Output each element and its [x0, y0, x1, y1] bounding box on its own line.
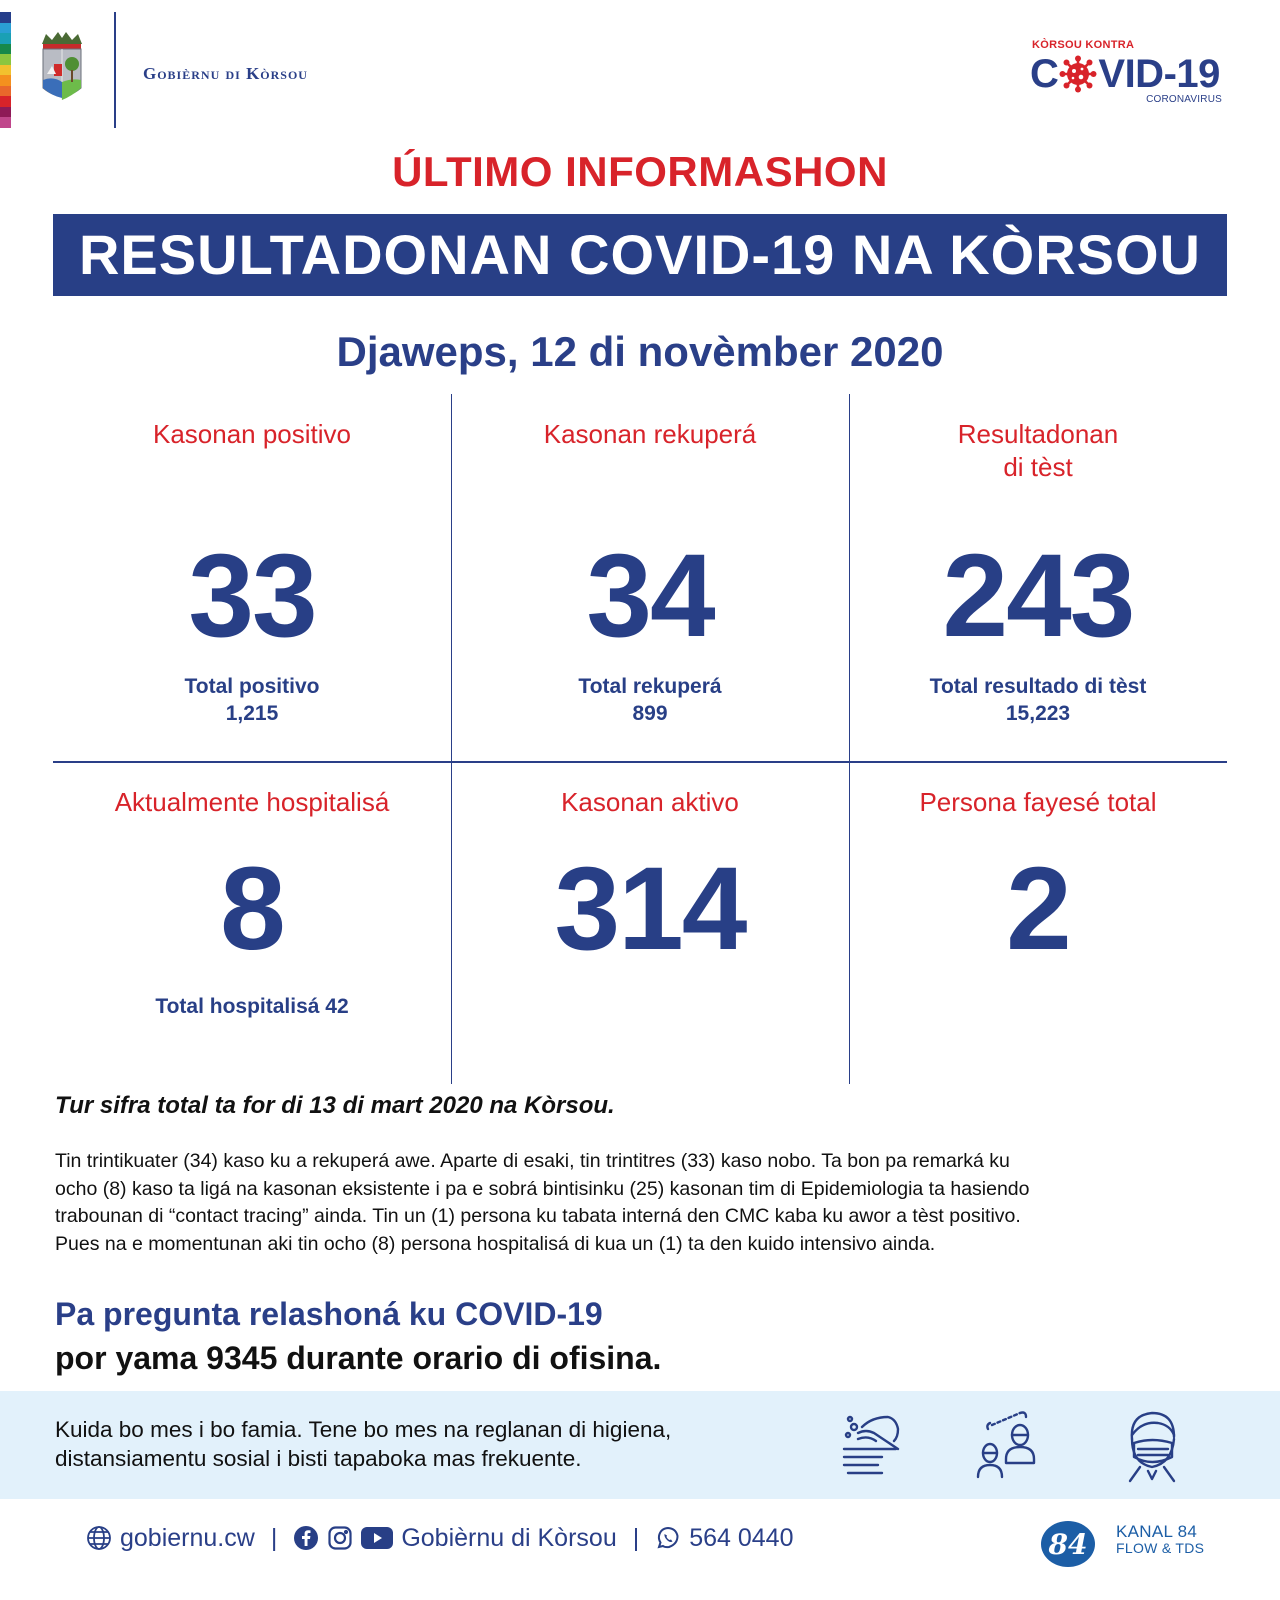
virus-icon [1059, 55, 1097, 93]
stat-total-label: Total hospitalisá 42 [155, 995, 349, 1018]
stat-total-label: Total resultado di tèst [929, 675, 1147, 698]
stat-value: 2 [1006, 843, 1070, 975]
stat-label: Kasonan aktivo [561, 787, 739, 817]
stat-value: 34 [586, 530, 714, 662]
stat-label: Kasonan positivo [152, 419, 352, 449]
phone-number[interactable]: 564 0440 [689, 1523, 794, 1552]
totals-note: Tur sifra total ta for di 13 di mart 2020 na Kòrsou. [55, 1092, 615, 1119]
website-link[interactable]: gobiernu.cw [120, 1523, 255, 1552]
logo-wordmark [1030, 50, 1220, 98]
hand-washing-icon [838, 1405, 910, 1483]
svg-text:84: 84 [1048, 1528, 1088, 1561]
social-handle[interactable]: Gobièrnu di Kòrsou [401, 1523, 617, 1552]
stat-total-label: Total rekuperá [578, 675, 722, 698]
stat-recovered-cases [450, 418, 850, 727]
stat-label: Kasonan rekuperá [543, 419, 757, 449]
brand-color-strip [0, 12, 11, 128]
summary-line: Tin trintikuater (34) kaso ku a rekuperá awe. Aparte di esaki, tin trintitres (33) kaso nobo. Ta bon pa remarká ku [55, 1150, 1010, 1172]
summary-line: ocho (8) kaso ta ligá na kasonan eksistente i pa e sobrá bintisinku (25) kasonan tim di Epidemiologia ta hasiendo [55, 1177, 1030, 1200]
stat-total-label: Total positivo [184, 675, 320, 698]
footer-contact [86, 1519, 794, 1557]
stat-value: 314 [554, 843, 746, 975]
advice-band [0, 1391, 1280, 1499]
banner-title: RESULTADONAN COVID-19 NA KÒRSOU [53, 214, 1227, 296]
stat-label-line2: di tèst [1003, 452, 1073, 482]
advice-text [55, 1415, 671, 1473]
logo-subtitle: CORONAVIRUS [1146, 94, 1222, 105]
stat-value: 8 [220, 843, 284, 975]
stat-hospitalized [52, 786, 452, 1020]
grid-row-divider [53, 761, 1227, 763]
stat-active-cases [450, 786, 850, 975]
social-distancing-icon [974, 1405, 1046, 1483]
advice-line: distansiamentu sosial i bisti tapaboka mas frekuente. [55, 1446, 582, 1471]
stat-total-value: 15,223 [1005, 702, 1071, 725]
face-mask-icon [1118, 1405, 1190, 1483]
summary-line: Pues na e momentunan aki tin ocho (8) persona hospitalisá di kua un (1) ta den kuido intensivo ainda. [55, 1232, 936, 1255]
report-date: Djaweps, 12 di novèmber 2020 [336, 328, 944, 375]
hotline-number-text: por yama 9345 durante orario di ofisina. [55, 1340, 662, 1376]
stat-label-line1: Resultadonan [957, 419, 1119, 449]
hotline-heading: Pa pregunta relashoná ku COVID-19 [55, 1296, 603, 1332]
stat-label: Persona fayesé total [919, 787, 1157, 817]
advice-line: Kuida bo mes i bo famia. Tene bo mes na reglanan di higiena, [55, 1417, 672, 1442]
stat-label: Aktualmente hospitalisá [114, 787, 390, 817]
youtube-icon[interactable] [361, 1526, 393, 1550]
coat-of-arms-icon [38, 30, 86, 106]
footer-separator: | [632, 1523, 640, 1552]
stat-value: 33 [188, 530, 316, 662]
stat-total-value: 899 [632, 702, 668, 725]
facebook-icon[interactable] [293, 1525, 319, 1551]
kanal-84-logo [1040, 1516, 1220, 1576]
globe-icon [86, 1525, 112, 1551]
logo-kicker: KÒRSOU KONTRA [1032, 39, 1135, 51]
korsou-kontra-covid-logo [1025, 36, 1225, 106]
header-divider [114, 12, 116, 128]
stat-test-results [838, 418, 1238, 727]
government-name: Gobièrnu di Kòrsou [143, 64, 308, 83]
summary-line: trabounan di “contact tracing” ainda. Tin un (1) persona ku tabata interná den CMC kaba ku awor a tèst positivo. [55, 1205, 1021, 1227]
stat-deaths [838, 786, 1238, 975]
kanal-84-badge-icon [1040, 1520, 1096, 1568]
logo-word-right: VID-19 [1098, 52, 1220, 96]
stat-total-value: 1,215 [225, 702, 279, 725]
stat-positive-cases [52, 418, 452, 727]
footer-separator: | [270, 1523, 278, 1552]
logo-word-left: C [1030, 52, 1059, 96]
kanal-name: KANAL 84 [1116, 1522, 1198, 1541]
kanal-subtitle: FLOW & TDS [1116, 1540, 1205, 1556]
instagram-icon[interactable] [327, 1525, 353, 1551]
ultimo-informashon-heading: ÚLTIMO INFORMASHON [392, 148, 888, 195]
whatsapp-icon [655, 1525, 681, 1551]
summary-paragraph [55, 1148, 1235, 1258]
stat-value: 243 [942, 530, 1134, 662]
